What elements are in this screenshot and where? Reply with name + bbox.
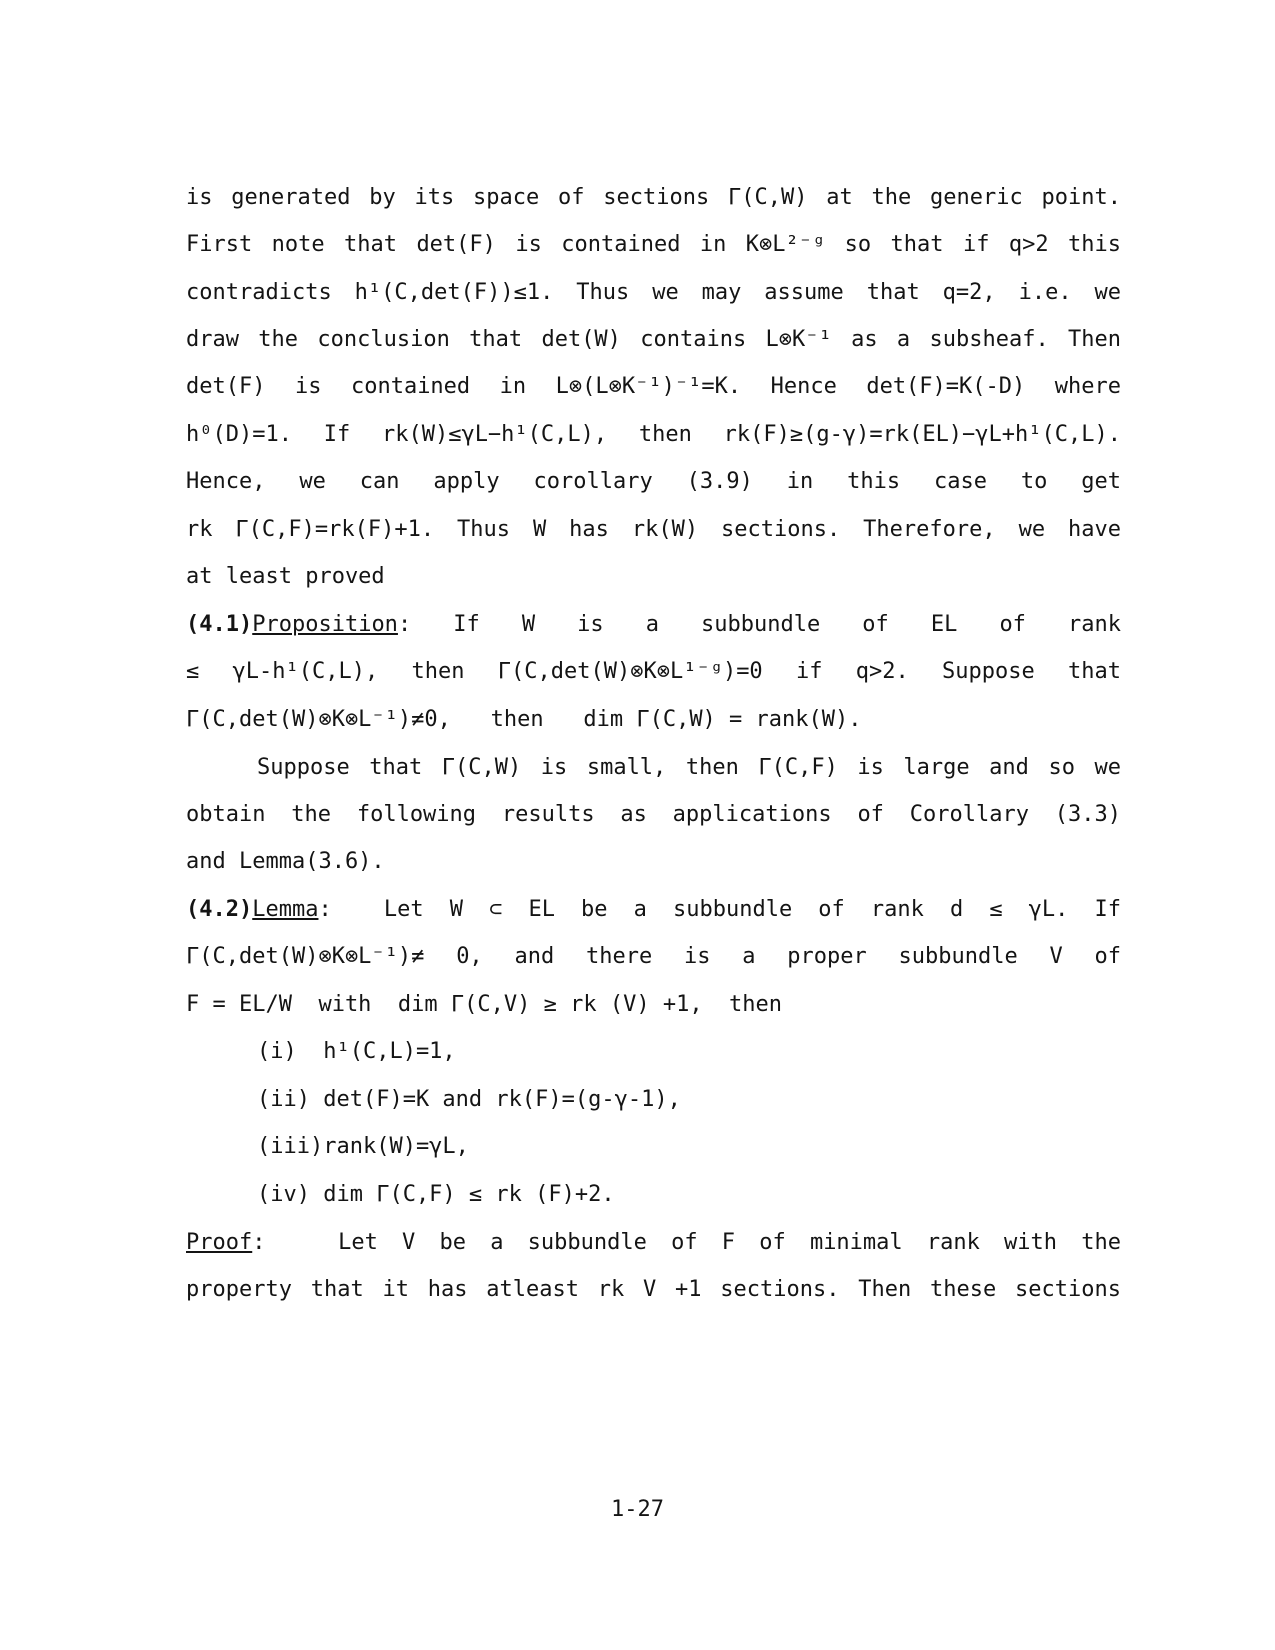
proposition-4-1-line-3: Γ(C,det(W)⊗K⊗L⁻¹)≠0, then dim Γ(C,W) = rank(W). bbox=[186, 707, 862, 732]
lemma-4-2-line-2: Γ(C,det(W)⊗K⊗L⁻¹)≠ 0, and there is a proper subbundle V of bbox=[186, 944, 1121, 969]
proof-line-1-text: : Let V be a subbundle of F of minimal rank with the bbox=[252, 1230, 1121, 1255]
text-line-1: is generated by its space of sections Γ(C,W) at the generic point. bbox=[186, 185, 1121, 210]
paragraph-2-line-3: and Lemma(3.6). bbox=[186, 849, 385, 874]
proof-line-1 bbox=[186, 1232, 1121, 1254]
proof-line-2: property that it has atleast rk V +1 sections. Then these sections bbox=[186, 1277, 1121, 1302]
proposition-label: (4.1) bbox=[186, 612, 253, 637]
proposition-4-1-line-1 bbox=[186, 614, 1121, 636]
text-line-3: contradicts h¹(C,det(F))≤1. Thus we may assume that q=2, i.e. we bbox=[186, 280, 1121, 305]
lemma-item-iv: (iv) dim Γ(C,F) ≤ rk (F)+2. bbox=[257, 1182, 615, 1207]
lemma-item-i: (i) h¹(C,L)=1, bbox=[257, 1039, 456, 1064]
lemma-4-2-line-3: F = EL/W with dim Γ(C,V) ≥ rk (V) +1, then bbox=[186, 992, 783, 1017]
lemma-4-2-line-1 bbox=[186, 899, 1121, 921]
lemma-item-ii: (ii) det(F)=K and rk(F)=(g-γ-1), bbox=[257, 1087, 681, 1112]
lemma-label: (4.2) bbox=[186, 897, 253, 922]
text-line-6: h⁰(D)=1. If rk(W)≤γL−h¹(C,L), then rk(F)≥(g-γ)=rk(EL)−γL+h¹(C,L). bbox=[186, 422, 1121, 447]
page-number: 1-27 bbox=[611, 1497, 664, 1522]
paragraph-2-line-2: obtain the following results as applications of Corollary (3.3) bbox=[186, 802, 1121, 827]
text-line-5: det(F) is contained in L⊗(L⊗K⁻¹)⁻¹=K. Hence det(F)=K(-D) where bbox=[186, 374, 1121, 399]
proposition-4-1-line-2: ≤ γL-h¹(C,L), then Γ(C,det(W)⊗K⊗L¹⁻ᵍ)=0 if q>2. Suppose that bbox=[186, 659, 1121, 684]
lemma-title: Lemma bbox=[252, 897, 319, 922]
text-line-9: at least proved bbox=[186, 564, 385, 589]
proposition-line-1-text: : If W is a subbundle of EL of rank bbox=[397, 612, 1121, 637]
lemma-line-1-text: : Let W ⊂ EL be a subbundle of rank d ≤ γL. If bbox=[318, 897, 1121, 922]
lemma-item-iii: (iii)rank(W)=γL, bbox=[257, 1134, 469, 1159]
proof-title: Proof bbox=[186, 1230, 253, 1255]
text-line-2: First note that det(F) is contained in K⊗L²⁻ᵍ so that if q>2 this bbox=[186, 232, 1121, 257]
text-line-7: Hence, we can apply corollary (3.9) in this case to get bbox=[186, 469, 1121, 494]
paragraph-2-line-1: Suppose that Γ(C,W) is small, then Γ(C,F) is large and so we bbox=[257, 755, 1121, 780]
proposition-title: Proposition bbox=[252, 612, 398, 637]
text-line-4: draw the conclusion that det(W) contains L⊗K⁻¹ as a subsheaf. Then bbox=[186, 327, 1121, 352]
text-line-8: rk Γ(C,F)=rk(F)+1. Thus W has rk(W) sections. Therefore, we have bbox=[186, 517, 1121, 542]
